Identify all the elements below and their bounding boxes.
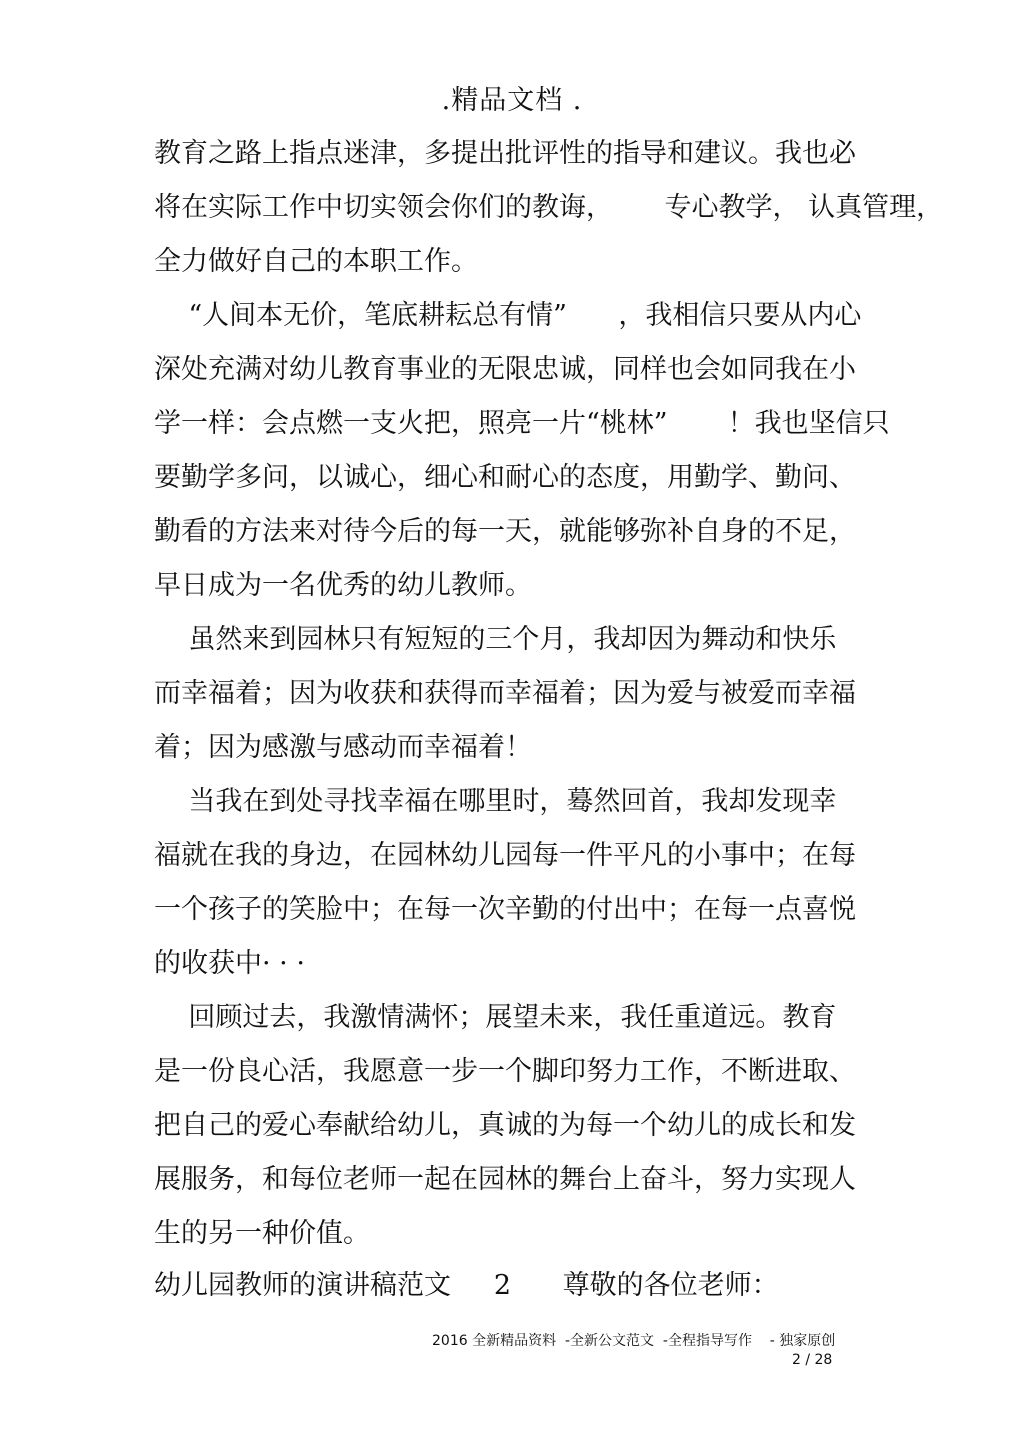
text-line: 全力做好自己的本职工作。 (154, 246, 478, 277)
text-line: 虽然来到园林只有短短的三个月，我却因为舞动和快乐 (154, 624, 837, 655)
text-line: 学一样：会点燃一支火把，照亮一片“桃林” ！我也坚信只 (154, 408, 890, 439)
text-line: 的收获中· · · (154, 948, 305, 979)
page-number: 2 / 28 (792, 1352, 833, 1368)
text-line: 将在实际工作中切实领会你们的教诲， 专心教学， 认真管理， (154, 192, 944, 223)
text-line: 展服务，和每位老师一起在园林的舞台上奋斗，努力实现人 (154, 1164, 856, 1195)
text-line: 一个孩子的笑脸中；在每一次辛勤的付出中；在每一点喜悦 (154, 894, 856, 925)
text-line: 福就在我的身边，在园林幼儿园每一件平凡的小事中；在每 (154, 840, 856, 871)
footer-text: 2016 全新精品资料 -全新公文范文 -全程指导写作 - 独家原创 (432, 1333, 836, 1349)
section-heading: 幼儿园教师的演讲稿范文 2 尊敬的各位老师： (154, 1270, 779, 1301)
text-line: 回顾过去，我激情满怀；展望未来，我任重道远。教育 (154, 1002, 837, 1033)
text-line: 当我在到处寻找幸福在哪里时，蓦然回首，我却发现幸 (154, 786, 837, 817)
text-line: 生的另一种价值。 (154, 1218, 370, 1249)
text-line: 早日成为一名优秀的幼儿教师。 (154, 570, 532, 601)
text-line: 勤看的方法来对待今后的每一天，就能够弥补自身的不足， (154, 516, 856, 547)
text-line: 而幸福着；因为收获和获得而幸福着；因为爱与被爱而幸福 (154, 678, 856, 709)
text-line: “人间本无价，笔底耕耘总有情” ，我相信只要从内心 (154, 300, 862, 331)
text-line: 教育之路上指点迷津，多提出批评性的指导和建议。我也必 (154, 138, 856, 169)
document-header: .精品文档 . (441, 85, 583, 116)
text-line: 深处充满对幼儿教育事业的无限忠诚，同样也会如同我在小 (154, 354, 856, 385)
text-line: 是一份良心活，我愿意一步一个脚印努力工作，不断进取、 (154, 1056, 856, 1087)
text-line: 把自己的爱心奉献给幼儿，真诚的为每一个幼儿的成长和发 (154, 1110, 856, 1141)
text-line: 着；因为感激与感动而幸福着！ (154, 732, 532, 763)
text-line: 要勤学多问，以诚心，细心和耐心的态度，用勤学、勤问、 (154, 462, 856, 493)
